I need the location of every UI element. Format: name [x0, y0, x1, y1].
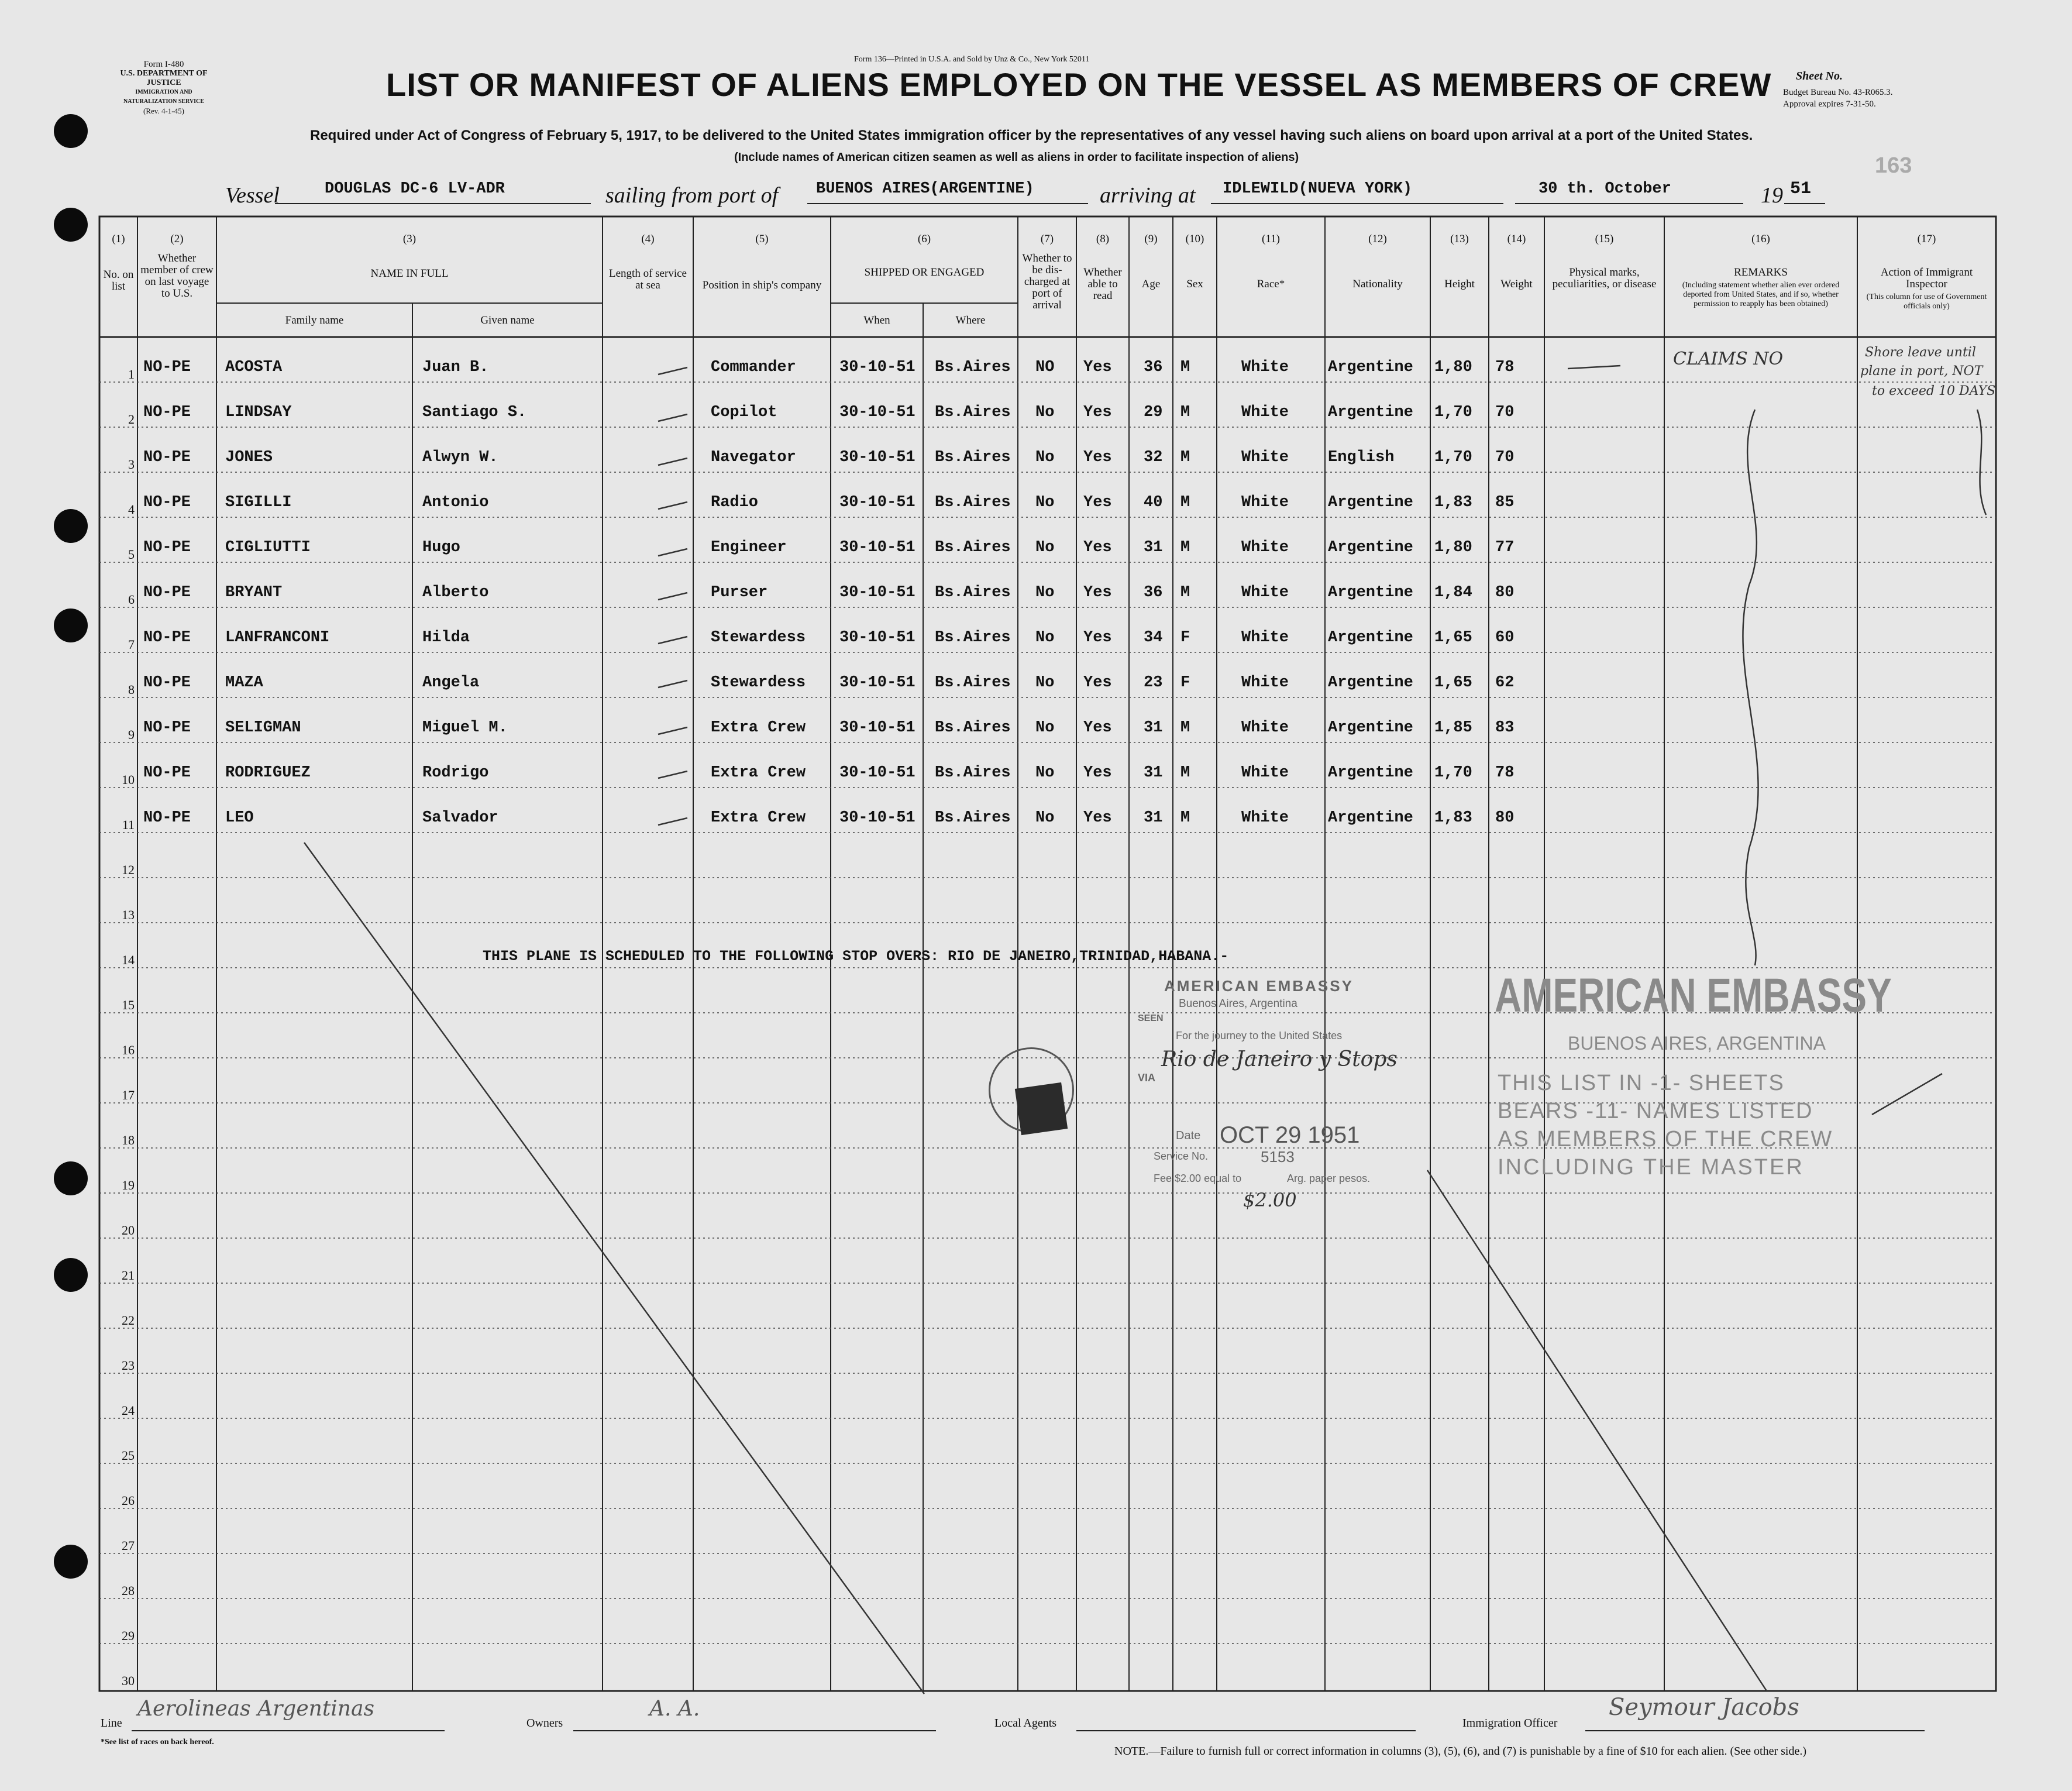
family-name-cell: SIGILLI — [225, 494, 292, 511]
row-number: 7 — [128, 637, 135, 652]
shipped-when-cell: 30-10-51 — [839, 494, 915, 511]
given-name-header: Given name — [480, 314, 535, 326]
able-to-read-cell: Yes — [1083, 674, 1112, 692]
col-3-number: (3) — [402, 233, 417, 245]
service: IMMIGRATION AND NATURALIZATION SERVICE — [123, 89, 204, 105]
shipped-where-cell: Bs.Aires — [935, 674, 1011, 692]
col-16-number: (16) — [1751, 233, 1770, 245]
via-handwritten: Rio de Janeiro y Stops — [1161, 1047, 1398, 1071]
shipped-where-cell: Bs.Aires — [935, 449, 1011, 466]
col-12-header: Nationality — [1352, 278, 1403, 290]
discharged-cell: No — [1035, 584, 1055, 601]
weight-cell: 80 — [1495, 584, 1515, 601]
height-cell: 1,83 — [1434, 809, 1472, 827]
sex-cell: M — [1180, 449, 1190, 466]
col-17-header: Action of Immigrant Inspector — [1880, 266, 1973, 290]
weight-cell: 60 — [1495, 629, 1515, 647]
shipped-when-cell: 30-10-51 — [839, 629, 915, 647]
col-7-number: (7) — [1040, 233, 1054, 245]
nationality-cell: Argentine — [1328, 539, 1413, 556]
sheet-number: Sheet No. — [1796, 70, 1843, 82]
age-cell: 31 — [1144, 539, 1163, 556]
col-2-header: Whether member of crew on last voyage to U.S. — [140, 252, 214, 300]
col-6-number: (6) — [917, 233, 931, 245]
weight-cell: 77 — [1495, 539, 1515, 556]
family-name-cell: MAZA — [225, 674, 263, 692]
last-voyage-cell: NO-PE — [143, 764, 191, 782]
col-1-header: No. on list — [103, 269, 134, 293]
discharged-cell: No — [1035, 809, 1055, 827]
sex-cell: F — [1180, 674, 1190, 692]
position-cell: Extra Crew — [711, 809, 806, 827]
col-1-number: (1) — [112, 233, 125, 245]
last-voyage-cell: NO-PE — [143, 404, 191, 421]
col-9-number: (9) — [1144, 233, 1158, 245]
shipped-when-cell: 30-10-51 — [839, 719, 915, 737]
consul-stamp-fee-label: Fee $2.00 equal to — [1154, 1173, 1242, 1184]
row-number: 24 — [122, 1403, 135, 1418]
row-number: 28 — [122, 1583, 135, 1598]
sex-cell: M — [1180, 359, 1190, 376]
weight-cell: 62 — [1495, 674, 1515, 692]
row-number: 21 — [122, 1268, 135, 1283]
position-cell: Commander — [711, 359, 796, 376]
discharged-cell: No — [1035, 719, 1055, 737]
inspector-note: (This column for use of Government officials only) — [1866, 293, 1987, 311]
position-cell: Copilot — [711, 404, 777, 421]
row-number: 10 — [122, 772, 135, 787]
given-name-cell: Antonio — [422, 494, 489, 511]
nationality-cell: Argentine — [1328, 494, 1413, 511]
sex-cell: M — [1180, 719, 1190, 737]
col-4-number: (4) — [641, 233, 655, 245]
crew-stamp-master: INCLUDING THE MASTER — [1498, 1155, 1804, 1180]
col-8-number: (8) — [1096, 233, 1110, 245]
shipped-where-cell: Bs.Aires — [935, 584, 1011, 601]
last-voyage-cell: NO-PE — [143, 719, 191, 737]
nationality-cell: Argentine — [1328, 809, 1413, 827]
crew-stamp-members: AS MEMBERS OF THE CREW — [1498, 1127, 1833, 1151]
race-cell: White — [1241, 404, 1289, 421]
family-name-cell: LANFRANCONI — [225, 629, 330, 647]
family-name-cell: ACOSTA — [225, 359, 283, 376]
able-to-read-cell: Yes — [1083, 539, 1112, 556]
nationality-cell: Argentine — [1328, 584, 1413, 601]
consul-stamp-city: Buenos Aires, Argentina — [1179, 998, 1297, 1010]
local-agents-label: Local Agents — [994, 1717, 1057, 1730]
row-number: 11 — [122, 817, 135, 832]
row-number: 3 — [128, 457, 135, 472]
col-2-number: (2) — [170, 233, 184, 245]
col-8-header: Whether able to read — [1083, 266, 1122, 302]
nationality-cell: Argentine — [1328, 404, 1413, 421]
crew-stamp-city: BUENOS AIRES, ARGENTINA — [1568, 1033, 1826, 1054]
row-number: 8 — [128, 682, 135, 697]
family-name-cell: SELIGMAN — [225, 719, 301, 737]
age-cell: 32 — [1144, 449, 1163, 466]
shipped-where-cell: Bs.Aires — [935, 404, 1011, 421]
sex-cell: F — [1180, 629, 1190, 647]
given-name-cell: Hugo — [422, 539, 460, 556]
given-name-cell: Rodrigo — [422, 764, 489, 782]
family-name-cell: CIGLIUTTI — [225, 539, 311, 556]
weight-cell: 80 — [1495, 809, 1515, 827]
family-name-cell: JONES — [225, 449, 273, 466]
nationality-cell: English — [1328, 449, 1395, 466]
inspector-note-line1: Shore leave until — [1865, 345, 1976, 360]
printer-line: Form 136—Printed in U.S.A. and Sold by Unz & Co., New York 52011 — [854, 55, 1090, 64]
shipped-when-cell: 30-10-51 — [839, 584, 915, 601]
discharged-cell: NO — [1035, 359, 1055, 376]
shipped-when-cell: 30-10-51 — [839, 404, 915, 421]
include-notice: (Include names of American citizen seamen as well as aliens in order to facilitate inspection of aliens) — [734, 151, 1299, 164]
consul-stamp-date-label: Date — [1176, 1129, 1201, 1142]
age-cell: 40 — [1144, 494, 1163, 511]
shipped-where-cell: Bs.Aires — [935, 494, 1011, 511]
sailing-label: sailing from port of — [605, 183, 779, 208]
immigration-officer-label: Immigration Officer — [1462, 1717, 1558, 1730]
position-cell: Engineer — [711, 539, 787, 556]
family-name-cell: RODRIGUEZ — [225, 764, 311, 782]
row-number: 26 — [122, 1493, 135, 1508]
schedule-note: THIS PLANE IS SCHEDULED TO THE FOLLOWING STOP OVERS: RIO DE JANEIRO,TRINIDAD,HABANA.- — [483, 948, 1229, 965]
budget-bureau: Budget Bureau No. 43-R065.3. — [1783, 88, 1893, 97]
row-number: 29 — [122, 1628, 135, 1643]
position-cell: Extra Crew — [711, 764, 806, 782]
vessel-name: DOUGLAS DC-6 LV-ADR — [325, 180, 505, 198]
height-cell: 1,80 — [1434, 359, 1472, 376]
col-10-header: Sex — [1186, 278, 1203, 290]
discharged-cell: No — [1035, 629, 1055, 647]
race-cell: White — [1241, 584, 1289, 601]
position-cell: Stewardess — [711, 629, 806, 647]
height-cell: 1,80 — [1434, 539, 1472, 556]
last-voyage-cell: NO-PE — [143, 449, 191, 466]
discharged-cell: No — [1035, 764, 1055, 782]
consul-stamp-via-label: VIA — [1138, 1072, 1156, 1084]
col-11-header: Race* — [1257, 278, 1285, 290]
height-cell: 1,85 — [1434, 719, 1472, 737]
col-14-header: Weight — [1500, 278, 1533, 290]
year-suffix: 51 — [1790, 179, 1812, 199]
shipped-when-cell: 30-10-51 — [839, 359, 915, 376]
shipped-when-cell: 30-10-51 — [839, 764, 915, 782]
page-title: LIST OR MANIFEST OF ALIENS EMPLOYED ON THE VESSEL AS MEMBERS OF CREW — [386, 66, 1772, 103]
given-name-cell: Salvador — [422, 809, 498, 827]
height-cell: 1,83 — [1434, 494, 1472, 511]
crew-stamp-sheets: THIS LIST IN -1- SHEETS — [1498, 1071, 1785, 1095]
shipped-where-cell: Bs.Aires — [935, 719, 1011, 737]
owners-handwritten: A. A. — [649, 1697, 700, 1721]
row-number: 20 — [122, 1223, 135, 1237]
weight-cell: 83 — [1495, 719, 1515, 737]
last-voyage-cell: NO-PE — [143, 494, 191, 511]
row-number: 12 — [122, 862, 135, 877]
consul-stamp-fee-tail: Arg. paper pesos. — [1287, 1173, 1371, 1184]
form-id: Form I-480 — [143, 60, 184, 69]
nationality-cell: Argentine — [1328, 359, 1413, 376]
row-number: 17 — [122, 1088, 135, 1102]
sex-cell: M — [1180, 494, 1190, 511]
given-name-cell: Juan B. — [422, 359, 489, 376]
row-number: 4 — [128, 502, 135, 517]
line-label: Line — [101, 1717, 122, 1730]
consul-stamp-service-no: 5153 — [1261, 1148, 1295, 1166]
discharged-cell: No — [1035, 494, 1055, 511]
port-from: BUENOS AIRES(ARGENTINE) — [816, 180, 1034, 198]
family-name-header: Family name — [285, 314, 344, 326]
shipped-when-cell: 30-10-51 — [839, 674, 915, 692]
weight-cell: 78 — [1495, 359, 1515, 376]
crew-stamp-names: BEARS -11- NAMES LISTED — [1498, 1099, 1813, 1123]
consul-stamp-journey: For the journey to the United States — [1176, 1030, 1343, 1041]
col-13-number: (13) — [1450, 233, 1469, 245]
family-name-cell: LINDSAY — [225, 404, 292, 421]
row-number: 22 — [122, 1313, 135, 1328]
sex-cell: M — [1180, 764, 1190, 782]
row-number: 9 — [128, 727, 135, 742]
given-name-cell: Miguel M. — [422, 719, 508, 737]
col-7-header: Whether to be dis-charged at port of arrival — [1022, 252, 1072, 311]
arriving-label: arriving at — [1100, 183, 1196, 208]
department: U.S. DEPARTMENT OF JUSTICE — [120, 69, 208, 87]
owners-label: Owners — [526, 1717, 563, 1730]
given-name-cell: Santiago S. — [422, 404, 527, 421]
shipped-where-cell: Bs.Aires — [935, 539, 1011, 556]
position-cell: Radio — [711, 494, 759, 511]
height-cell: 1,70 — [1434, 764, 1472, 782]
age-cell: 29 — [1144, 404, 1163, 421]
col-5-number: (5) — [755, 233, 769, 245]
form-revision: (Rev. 4-1-45) — [143, 106, 184, 115]
shipped-when-cell: 30-10-51 — [839, 539, 915, 556]
age-cell: 31 — [1144, 764, 1163, 782]
last-voyage-cell: NO-PE — [143, 359, 191, 376]
discharged-cell: No — [1035, 404, 1055, 421]
row-number: 27 — [122, 1538, 135, 1553]
page-number: 163 — [1875, 153, 1912, 178]
nationality-cell: Argentine — [1328, 764, 1413, 782]
weight-cell: 70 — [1495, 449, 1515, 466]
remarks-handwritten: CLAIMS NO — [1673, 349, 1784, 369]
row-number: 6 — [128, 592, 135, 607]
row-number: 16 — [122, 1043, 135, 1057]
col-11-number: (11) — [1262, 233, 1280, 245]
approval-expires: Approval expires 7-31-50. — [1783, 99, 1876, 109]
able-to-read-cell: Yes — [1083, 494, 1112, 511]
able-to-read-cell: Yes — [1083, 719, 1112, 737]
discharged-cell: No — [1035, 539, 1055, 556]
row-number: 19 — [122, 1178, 135, 1192]
age-cell: 31 — [1144, 809, 1163, 827]
family-name-cell: LEO — [225, 809, 254, 827]
shipped-when-cell: 30-10-51 — [839, 809, 915, 827]
able-to-read-cell: Yes — [1083, 764, 1112, 782]
last-voyage-cell: NO-PE — [143, 539, 191, 556]
age-cell: 31 — [1144, 719, 1163, 737]
col-9-header: Age — [1141, 278, 1161, 290]
row-number: 23 — [122, 1358, 135, 1373]
col-15-header: Physical marks, peculiarities, or disease — [1552, 266, 1657, 290]
shipped-where-cell: Bs.Aires — [935, 629, 1011, 647]
when-header: When — [863, 314, 890, 326]
race-cell: White — [1241, 674, 1289, 692]
given-name-cell: Angela — [422, 674, 480, 692]
penalty-note: NOTE.—Failure to furnish full or correct information in columns (3), (5), (6), and (7) is punishable by a fine of $10 for each alien. (See other side.) — [1114, 1745, 1806, 1758]
required-notice: Required under Act of Congress of February 5, 1917, to be delivered to the United States immigration officer by the representatives of any vessel having such aliens on board upon arrival at a port of the United States. — [310, 128, 1753, 143]
given-name-cell: Hilda — [422, 629, 470, 647]
col-4-header: Length of service at sea — [609, 267, 687, 291]
col-6-header: SHIPPED OR ENGAGED — [864, 266, 985, 279]
age-cell: 36 — [1144, 359, 1163, 376]
age-cell: 34 — [1144, 629, 1163, 647]
row-number: 2 — [128, 412, 135, 427]
shipped-where-cell: Bs.Aires — [935, 764, 1011, 782]
race-cell: White — [1241, 719, 1289, 737]
sex-cell: M — [1180, 809, 1190, 827]
col-15-number: (15) — [1595, 233, 1614, 245]
year-prefix: 19 — [1761, 183, 1783, 208]
consul-stamp-service-label: Service No. — [1154, 1150, 1209, 1162]
consul-stamp-seen: SEEN — [1138, 1013, 1164, 1023]
col-14-number: (14) — [1507, 233, 1526, 245]
race-cell: White — [1241, 539, 1289, 556]
shipped-when-cell: 30-10-51 — [839, 449, 915, 466]
fee-handwritten: $2.00 — [1243, 1189, 1297, 1211]
row-number: 5 — [128, 547, 135, 562]
shipped-where-cell: Bs.Aires — [935, 809, 1011, 827]
height-cell: 1,65 — [1434, 674, 1472, 692]
row-number: 30 — [122, 1673, 135, 1688]
row-number: 15 — [122, 998, 135, 1012]
height-cell: 1,84 — [1434, 584, 1472, 601]
race-cell: White — [1241, 449, 1289, 466]
row-number: 18 — [122, 1133, 135, 1147]
crew-stamp-title: AMERICAN EMBASSY — [1495, 969, 1892, 1022]
last-voyage-cell: NO-PE — [143, 584, 191, 601]
nationality-cell: Argentine — [1328, 674, 1413, 692]
arrival-date: 30 th. October — [1538, 180, 1671, 198]
position-cell: Navegator — [711, 449, 796, 466]
nationality-cell: Argentine — [1328, 629, 1413, 647]
port-to: IDLEWILD(NUEVA YORK) — [1223, 180, 1413, 198]
weight-cell: 70 — [1495, 404, 1515, 421]
height-cell: 1,70 — [1434, 404, 1472, 421]
shipped-where-cell: Bs.Aires — [935, 359, 1011, 376]
vessel-label: Vessel — [225, 183, 280, 208]
discharged-cell: No — [1035, 449, 1055, 466]
row-number: 14 — [122, 953, 135, 967]
race-cell: White — [1241, 764, 1289, 782]
where-header: Where — [955, 314, 986, 326]
able-to-read-cell: Yes — [1083, 404, 1112, 421]
family-name-cell: BRYANT — [225, 584, 283, 601]
remarks-note: (Including statement whether alien ever ordered deported from United States, and if so, whether permission to reapply has been obtained) — [1682, 281, 1840, 308]
height-cell: 1,70 — [1434, 449, 1472, 466]
race-cell: White — [1241, 359, 1289, 376]
race-cell: White — [1241, 494, 1289, 511]
discharged-cell: No — [1035, 674, 1055, 692]
given-name-cell: Alwyn W. — [422, 449, 498, 466]
col-5-header: Position in ship's company — [702, 279, 822, 291]
col-10-number: (10) — [1185, 233, 1204, 245]
position-cell: Stewardess — [711, 674, 806, 692]
inspector-note-line2: plane in port, NOT — [1860, 364, 1983, 379]
sex-cell: M — [1180, 539, 1190, 556]
sex-cell: M — [1180, 584, 1190, 601]
last-voyage-cell: NO-PE — [143, 674, 191, 692]
inspector-note-line3: to exceed 10 DAYS — [1872, 384, 1996, 398]
age-cell: 36 — [1144, 584, 1163, 601]
officer-signature: Seymour Jacobs — [1609, 1694, 1799, 1721]
able-to-read-cell: Yes — [1083, 584, 1112, 601]
weight-cell: 78 — [1495, 764, 1515, 782]
row-number: 1 — [128, 367, 135, 381]
col-13-header: Height — [1444, 278, 1475, 290]
consul-stamp-embassy: AMERICAN EMBASSY — [1164, 977, 1354, 995]
height-cell: 1,65 — [1434, 629, 1472, 647]
age-cell: 23 — [1144, 674, 1163, 692]
weight-cell: 85 — [1495, 494, 1515, 511]
col-16-header: REMARKS — [1734, 266, 1788, 279]
given-name-cell: Alberto — [422, 584, 489, 601]
last-voyage-cell: NO-PE — [143, 629, 191, 647]
fee-stamp — [1015, 1082, 1068, 1135]
last-voyage-cell: NO-PE — [143, 809, 191, 827]
row-number: 13 — [122, 907, 135, 922]
race-cell: White — [1241, 629, 1289, 647]
able-to-read-cell: Yes — [1083, 629, 1112, 647]
able-to-read-cell: Yes — [1083, 809, 1112, 827]
able-to-read-cell: Yes — [1083, 449, 1112, 466]
race-cell: White — [1241, 809, 1289, 827]
position-cell: Extra Crew — [711, 719, 806, 737]
able-to-read-cell: Yes — [1083, 359, 1112, 376]
line-handwritten: Aerolineas Argentinas — [137, 1697, 374, 1721]
position-cell: Purser — [711, 584, 768, 601]
col-17-number: (17) — [1917, 233, 1936, 245]
races-note: *See list of races on back hereof. — [101, 1738, 214, 1747]
nationality-cell: Argentine — [1328, 719, 1413, 737]
col-12-number: (12) — [1368, 233, 1387, 245]
row-number: 25 — [122, 1448, 135, 1463]
col-3-header: NAME IN FULL — [370, 267, 449, 280]
sex-cell: M — [1180, 404, 1190, 421]
consul-stamp-date: OCT 29 1951 — [1220, 1122, 1360, 1148]
